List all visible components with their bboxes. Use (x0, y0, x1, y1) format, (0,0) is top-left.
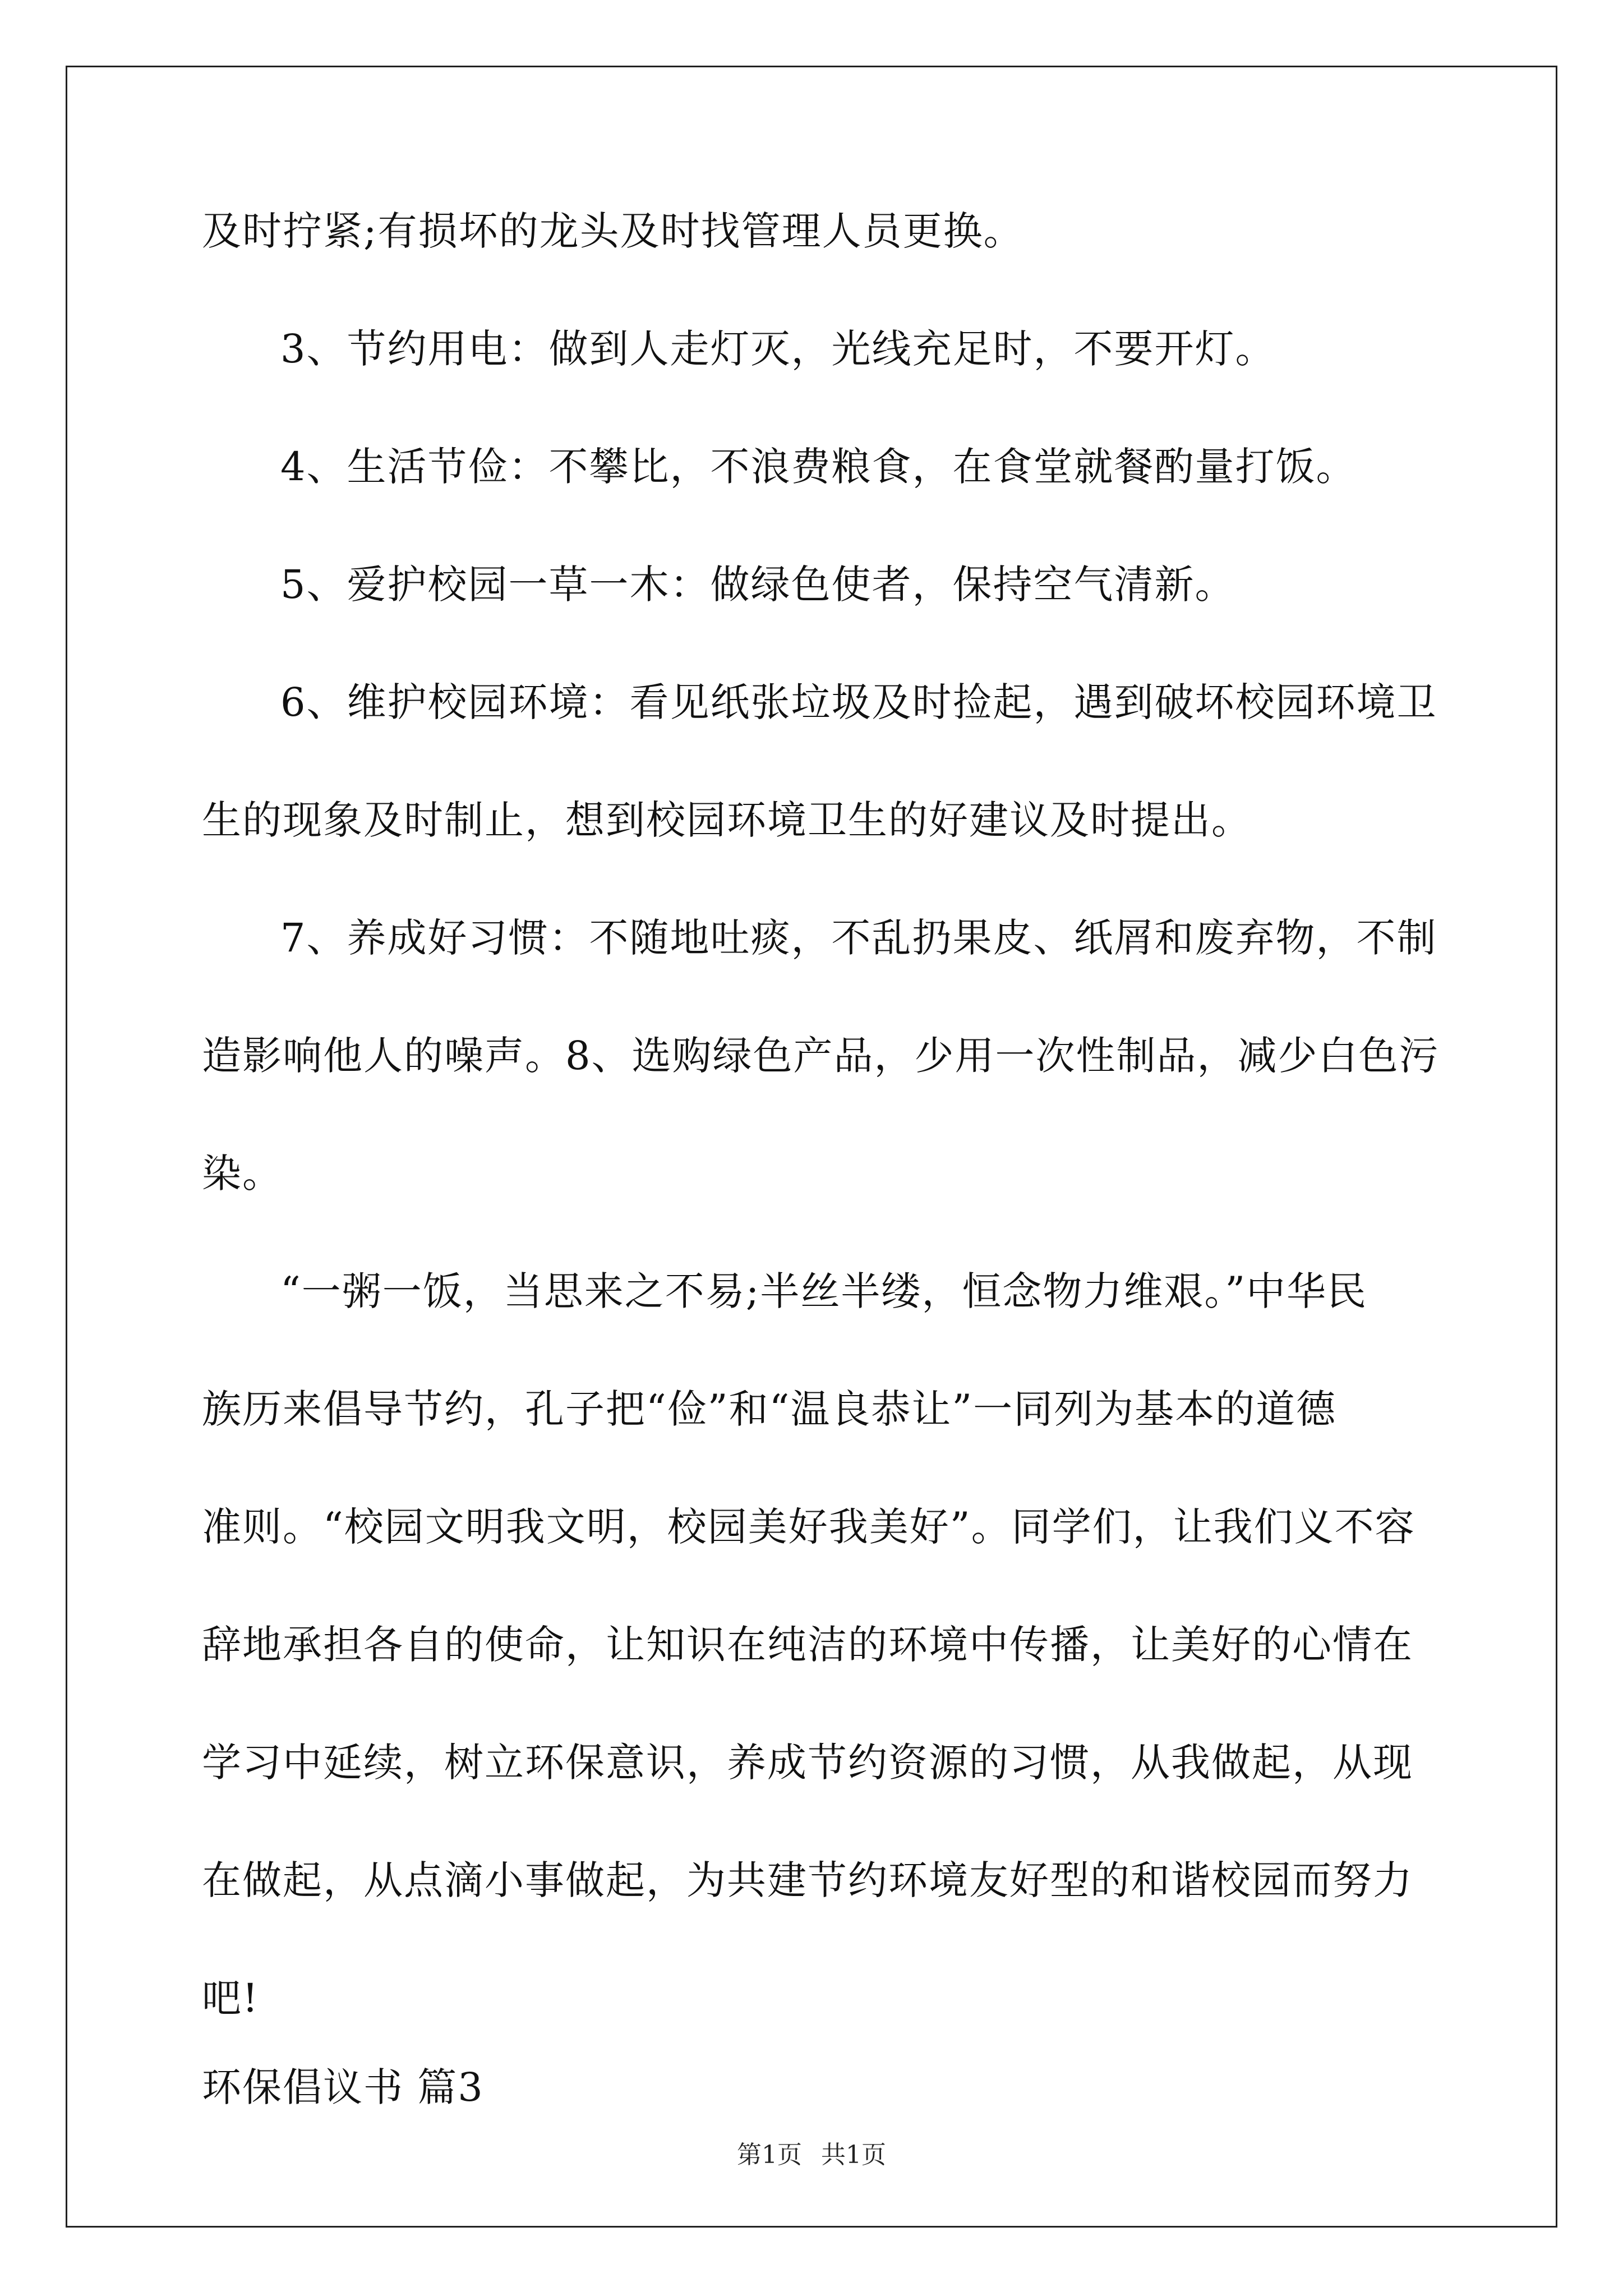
paragraph-line: 吧! (202, 1975, 260, 2021)
paragraph-line: 在做起，从点滴小事做起，为共建节约环境友好型的和谐校园而努力 (202, 1857, 1413, 1903)
document-body (202, 202, 1440, 2117)
paragraph-line: 6、维护校园环境：看见纸张垃圾及时捡起，遇到破坏校园环境卫 (280, 679, 1437, 725)
page-total: 共1页 (821, 2141, 886, 2169)
paragraph-line: 染。 (202, 1151, 283, 1197)
paragraph-line: 辞地承担各自的使命，让知识在纯洁的环境中传播，让美好的心情在 (202, 1622, 1413, 1668)
page-number: 第1页 (737, 2141, 802, 2169)
paragraph-line: 及时拧紧;有损坏的龙头及时找管理人员更换。 (202, 208, 1024, 254)
paragraph-line: 准则。“校园文明我文明，校园美好我美好”。同学们，让我们义不容 (202, 1504, 1415, 1550)
paragraph-line: 7、养成好习惯：不随地吐痰，不乱扔果皮、纸屑和废弃物，不制 (280, 915, 1437, 961)
paragraph-line: 3、节约用电：做到人走灯灭，光线充足时，不要开灯。 (280, 326, 1276, 372)
paragraph-line: 5、爱护校园一草一木：做绿色使者，保持空气清新。 (280, 562, 1235, 608)
page-footer (0, 2138, 1623, 2172)
paragraph-line: “一粥一饭，当思来之不易;半丝半缕，恒念物力维艰。”中华民 (280, 1268, 1368, 1314)
paragraph-line: 4、生活节俭：不攀比，不浪费粮食，在食堂就餐酌量打饭。 (280, 444, 1357, 490)
section-heading: 环保倡议书 篇3 (202, 2064, 484, 2110)
paragraph-line: 族历来倡导节约，孔子把“俭”和“温良恭让”一同列为基本的道德 (202, 1386, 1337, 1432)
paragraph-line: 学习中延续，树立环保意识，养成节约资源的习惯，从我做起，从现 (202, 1740, 1413, 1786)
paragraph-line: 生的现象及时制止，想到校园环境卫生的好建议及时提出。 (202, 797, 1252, 843)
paragraph-line: 造影响他人的噪声。8、选购绿色产品，少用一次性制品，减少白色污 (202, 1033, 1440, 1079)
